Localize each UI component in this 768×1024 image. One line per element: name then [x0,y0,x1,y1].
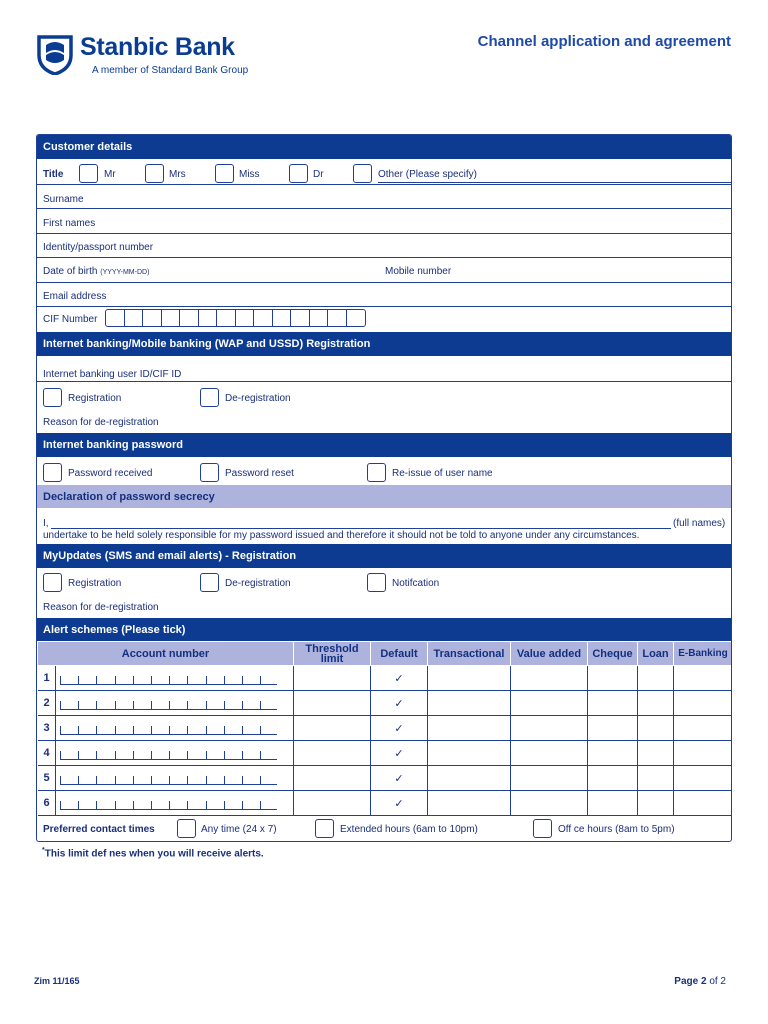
myupdates-notification-checkbox[interactable] [367,573,386,592]
ib-deregistration-label: De-registration [225,393,291,404]
loan-cell[interactable] [638,666,674,691]
col-loan: Loan [638,642,674,666]
footnote-text: This limit def nes when you will receive alerts. [44,848,264,860]
first-names-field[interactable] [37,209,731,234]
cheque-cell[interactable] [588,716,638,741]
password-received-label: Password received [68,468,153,479]
cheque-cell[interactable] [588,741,638,766]
transactional-cell[interactable] [428,691,511,716]
threshold-limit-cell[interactable] [294,716,371,741]
myupdates-deregistration-checkbox[interactable] [200,573,219,592]
footnote-mark: * [42,847,45,854]
cif-label: CIF Number [43,314,98,325]
ib-password-title: Internet banking password [43,439,183,451]
row-number: 1 [38,666,56,691]
title-mrs-label: Mrs [169,169,186,180]
ib-user-id-label: Internet banking user ID/CIF ID [43,369,182,380]
loan-cell[interactable] [638,766,674,791]
password-reset-checkbox[interactable] [200,463,219,482]
row-number: 4 [38,741,56,766]
myupdates-registration-checkbox[interactable] [43,573,62,592]
application-form [36,134,732,842]
col-value-added: Value added [511,642,588,666]
full-names-label: (full names) [673,518,726,529]
brand-tagline: A member of Standard Bank Group [92,65,249,76]
page-total: of 2 [709,976,726,987]
value-added-cell[interactable] [511,716,588,741]
first-names-label: First names [43,218,96,229]
myupdates-title: MyUpdates (SMS and email alerts) - Registration [43,550,297,562]
email-field[interactable] [37,283,731,307]
ib-registration-checkbox[interactable] [43,388,62,407]
title-other-label: Other (Please specify) [378,169,477,180]
ib-password-header [37,433,731,457]
reissue-username-label: Re-issue of user name [392,468,493,479]
threshold-limit-cell[interactable] [294,741,371,766]
full-names-line[interactable] [51,528,671,529]
e-banking-cell[interactable] [674,666,733,691]
declaration-text: undertake to be held solely responsible for my password issued and therefore it should not be told to anyone under any circumstances. [43,530,640,541]
contact-extended-checkbox[interactable] [315,819,334,838]
cif-number-boxes[interactable] [105,309,366,327]
threshold-limit-cell[interactable] [294,691,371,716]
alert-table-header [38,642,733,666]
e-banking-cell[interactable] [674,791,733,816]
loan-cell[interactable] [638,716,674,741]
account-number-cell[interactable] [56,766,294,791]
row-number: 2 [38,691,56,716]
declaration-header [37,485,731,508]
threshold-limit-cell[interactable] [294,791,371,816]
title-other-line[interactable] [378,182,731,183]
alert-schemes-title: Alert schemes (Please tick) [43,623,186,636]
title-miss-label: Miss [239,169,260,180]
account-number-cell[interactable] [56,691,294,716]
title-mr-label: Mr [104,169,116,180]
contact-extended-label: Extended hours (6am to 10pm) [340,824,478,835]
row-number: 3 [38,716,56,741]
form-code: Zim 11/165 [34,976,80,986]
contact-office-label: Off ce hours (8am to 5pm) [558,824,675,835]
table-row [38,716,733,741]
customer-details-title: Customer details [43,141,133,153]
value-added-cell[interactable] [511,766,588,791]
myupdates-reason-label: Reason for de-registration [43,602,159,613]
transactional-cell[interactable] [428,666,511,691]
mobile-label: Mobile number [385,266,452,277]
cheque-cell[interactable] [588,791,638,816]
title-miss-checkbox[interactable] [215,164,234,183]
surname-label: Surname [43,194,84,205]
title-mrs-checkbox[interactable] [145,164,164,183]
contact-anytime-checkbox[interactable] [177,819,196,838]
password-received-checkbox[interactable] [43,463,62,482]
default-cell[interactable]: ✓ [371,791,428,816]
default-cell[interactable]: ✓ [371,691,428,716]
brand-name: Stanbic Bank [80,33,235,61]
id-number-label: Identity/passport number [43,242,154,253]
alert-schemes-table [37,641,732,816]
alert-schemes-header [37,618,731,641]
contact-office-checkbox[interactable] [533,819,552,838]
row-number: 6 [38,791,56,816]
threshold-limit-cell[interactable] [294,666,371,691]
myupdates-notification-label: Notifcation [392,578,440,589]
value-added-cell[interactable] [511,691,588,716]
col-transactional: Transactional [428,642,511,666]
account-number-cell[interactable] [56,741,294,766]
cheque-cell[interactable] [588,766,638,791]
table-row [38,791,733,816]
contact-anytime-label: Any time (24 x 7) [201,824,277,835]
preferred-contact-label: Preferred contact times [43,824,155,835]
email-label: Email address [43,291,107,302]
declaration-i: I, [43,518,49,529]
col-cheque: Cheque [588,642,638,666]
e-banking-cell[interactable] [674,741,733,766]
title-dr-checkbox[interactable] [289,164,308,183]
account-number-cell[interactable] [56,666,294,691]
transactional-cell[interactable] [428,791,511,816]
page-current: 2 [700,976,707,987]
threshold-limit-cell[interactable] [294,766,371,791]
title-label: Title [43,169,64,180]
declaration-title: Declaration of password secrecy [43,490,215,503]
col-e-banking: E-Banking [674,642,733,666]
loan-cell[interactable] [638,691,674,716]
ib-reason-label: Reason for de-registration [43,417,159,428]
stanbic-logo [36,33,276,81]
account-number-cell[interactable] [56,716,294,741]
myupdates-header [37,544,731,568]
e-banking-cell[interactable] [674,716,733,741]
e-banking-cell[interactable] [674,691,733,716]
title-dr-label: Dr [313,169,324,180]
ib-registration-header [37,332,731,356]
col-account-number: Account number [38,642,294,666]
default-cell[interactable]: ✓ [371,666,428,691]
cheque-cell[interactable] [588,666,638,691]
loan-cell[interactable] [638,791,674,816]
ib-registration-label: Registration [68,393,122,404]
default-cell[interactable]: ✓ [371,741,428,766]
document-title: Channel application and agreement [477,33,731,50]
myupdates-deregistration-label: De-registration [225,578,291,589]
surname-field[interactable] [37,185,731,209]
col-default: Default [371,642,428,666]
loan-cell[interactable] [638,741,674,766]
ib-registration-title: Internet banking/Mobile banking (WAP and USSD) Registration [43,338,371,350]
dob-format: (YYYY-MM-DD) [100,269,150,276]
value-added-cell[interactable] [511,791,588,816]
footnote [42,847,264,859]
myupdates-registration-label: Registration [68,578,122,589]
transactional-cell[interactable] [428,716,511,741]
page-number [674,976,726,987]
customer-details-header [37,135,731,159]
shield-logo-icon [36,33,74,75]
value-added-cell[interactable] [511,666,588,691]
default-cell[interactable]: ✓ [371,766,428,791]
transactional-cell[interactable] [428,766,511,791]
password-reset-label: Password reset [225,468,294,479]
value-added-cell[interactable] [511,741,588,766]
dob-label: Date of birth (YYYY-MM-DD) [43,266,150,277]
table-row [38,691,733,716]
e-banking-cell[interactable] [674,766,733,791]
table-row [38,666,733,691]
row-number: 5 [38,766,56,791]
title-other-checkbox[interactable] [353,164,372,183]
page-word: Page [674,976,699,987]
reissue-username-checkbox[interactable] [367,463,386,482]
table-row [38,766,733,791]
transactional-cell[interactable] [428,741,511,766]
col-threshold-limit: Threshold limit [294,642,371,666]
cheque-cell[interactable] [588,691,638,716]
default-cell[interactable]: ✓ [371,716,428,741]
ib-deregistration-checkbox[interactable] [200,388,219,407]
title-mr-checkbox[interactable] [79,164,98,183]
table-row [38,741,733,766]
account-number-cell[interactable] [56,791,294,816]
